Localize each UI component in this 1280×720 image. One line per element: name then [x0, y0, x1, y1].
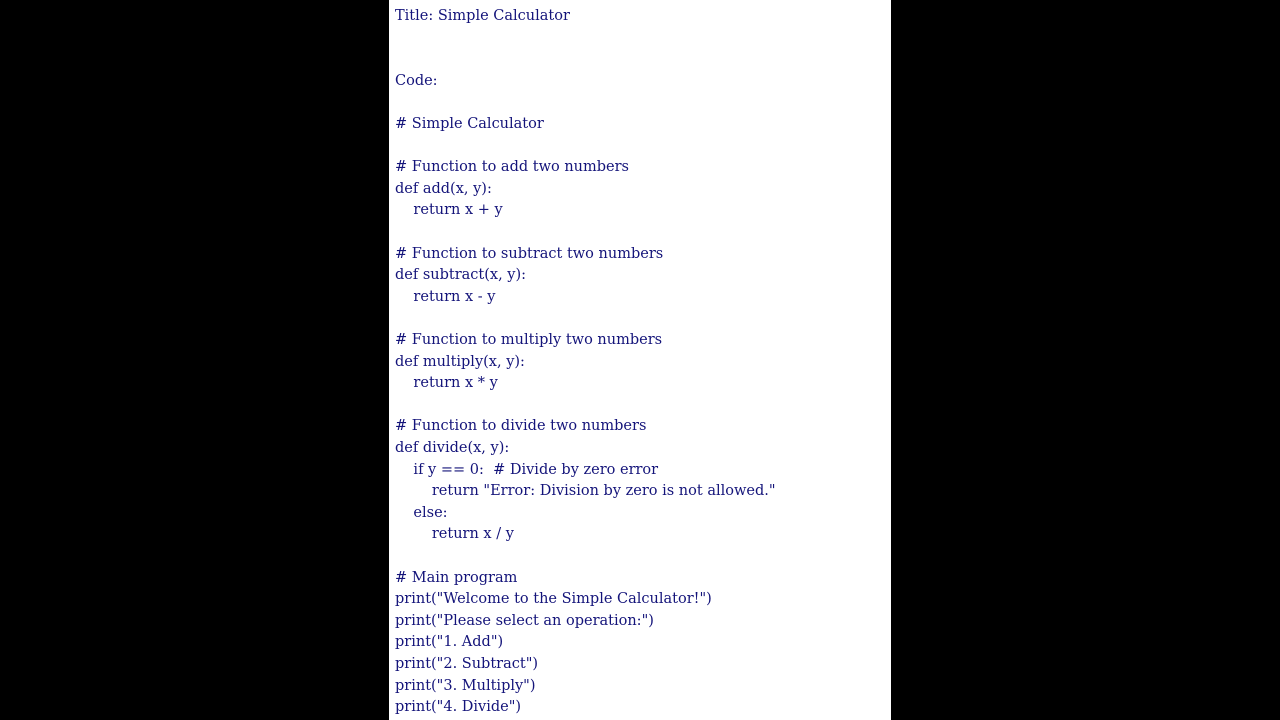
code-line: # Function to divide two numbers	[395, 418, 647, 435]
document-title: Title: Simple Calculator	[395, 8, 570, 24]
code-line: return x - y	[395, 288, 496, 305]
document-page	[389, 0, 891, 720]
code-line: print("2. Subtract")	[395, 656, 539, 672]
code-line: return x * y	[395, 375, 498, 392]
code-line: # Function to subtract two numbers	[395, 245, 664, 262]
code-line: print("1. Add")	[395, 634, 504, 651]
code-line: def multiply(x, y):	[395, 353, 525, 370]
code-line: # Function to multiply two numbers	[395, 332, 663, 348]
code-heading: Code:	[395, 73, 438, 89]
code-line: print("3. Multiply")	[395, 677, 536, 694]
code-line: return x / y	[395, 526, 514, 543]
code-line: else:	[395, 504, 448, 521]
code-line: return "Error: Division by zero is not allowed."	[395, 483, 776, 500]
code-line: print("4. Divide")	[395, 699, 522, 716]
code-line: if y == 0: # Divide by zero error	[395, 461, 659, 478]
code-line: # Simple Calculator	[395, 116, 544, 132]
code-line: return x + y	[395, 202, 503, 219]
code-line: print("Please select an operation:")	[395, 612, 654, 629]
code-line: # Function to add two numbers	[395, 159, 629, 176]
code-line: # Main program	[395, 569, 518, 586]
code-line: print("Welcome to the Simple Calculator!")	[395, 591, 712, 608]
code-line: def divide(x, y):	[395, 440, 510, 456]
code-line: def subtract(x, y):	[395, 267, 527, 284]
code-line: def add(x, y):	[395, 180, 492, 197]
